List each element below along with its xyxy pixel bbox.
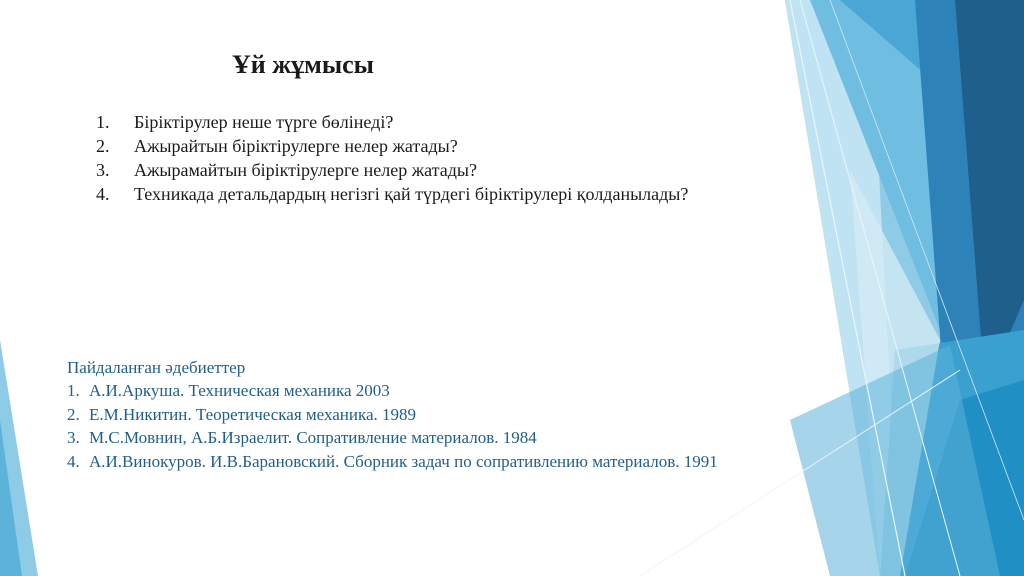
list-item: 4. Техникада детальдардың негізгі қай түрдегі біріктірулері қолданылады? — [96, 184, 689, 204]
references-section — [67, 356, 718, 473]
list-item: 2. Е.М.Никитин. Теоретическая механика. 1989 — [67, 404, 417, 424]
list-item: 1. Біріктірулер неше түрге бөлінеді? — [96, 112, 394, 132]
references-list — [67, 379, 718, 473]
list-item: 4. А.И.Винокуров. И.В.Барановский. Сборник задач по сопративлению материалов. 1991 — [67, 451, 718, 471]
slide-title: Ұй жұмысы — [232, 50, 374, 79]
homework-question-list — [96, 110, 688, 206]
list-item: 3. Ажырамайтын біріктірулерге нелер жатады? — [96, 160, 477, 180]
list-item: 2. Ажырайтын біріктірулерге нелер жатады? — [96, 136, 458, 156]
list-item: 3. М.С.Мовнин, А.Б.Израелит. Сопративление материалов. 1984 — [67, 428, 537, 447]
list-item: 1. А.И.Аркуша. Техническая механика 2003 — [67, 381, 390, 400]
references-heading: Пайдаланған әдебиеттер — [67, 358, 246, 377]
